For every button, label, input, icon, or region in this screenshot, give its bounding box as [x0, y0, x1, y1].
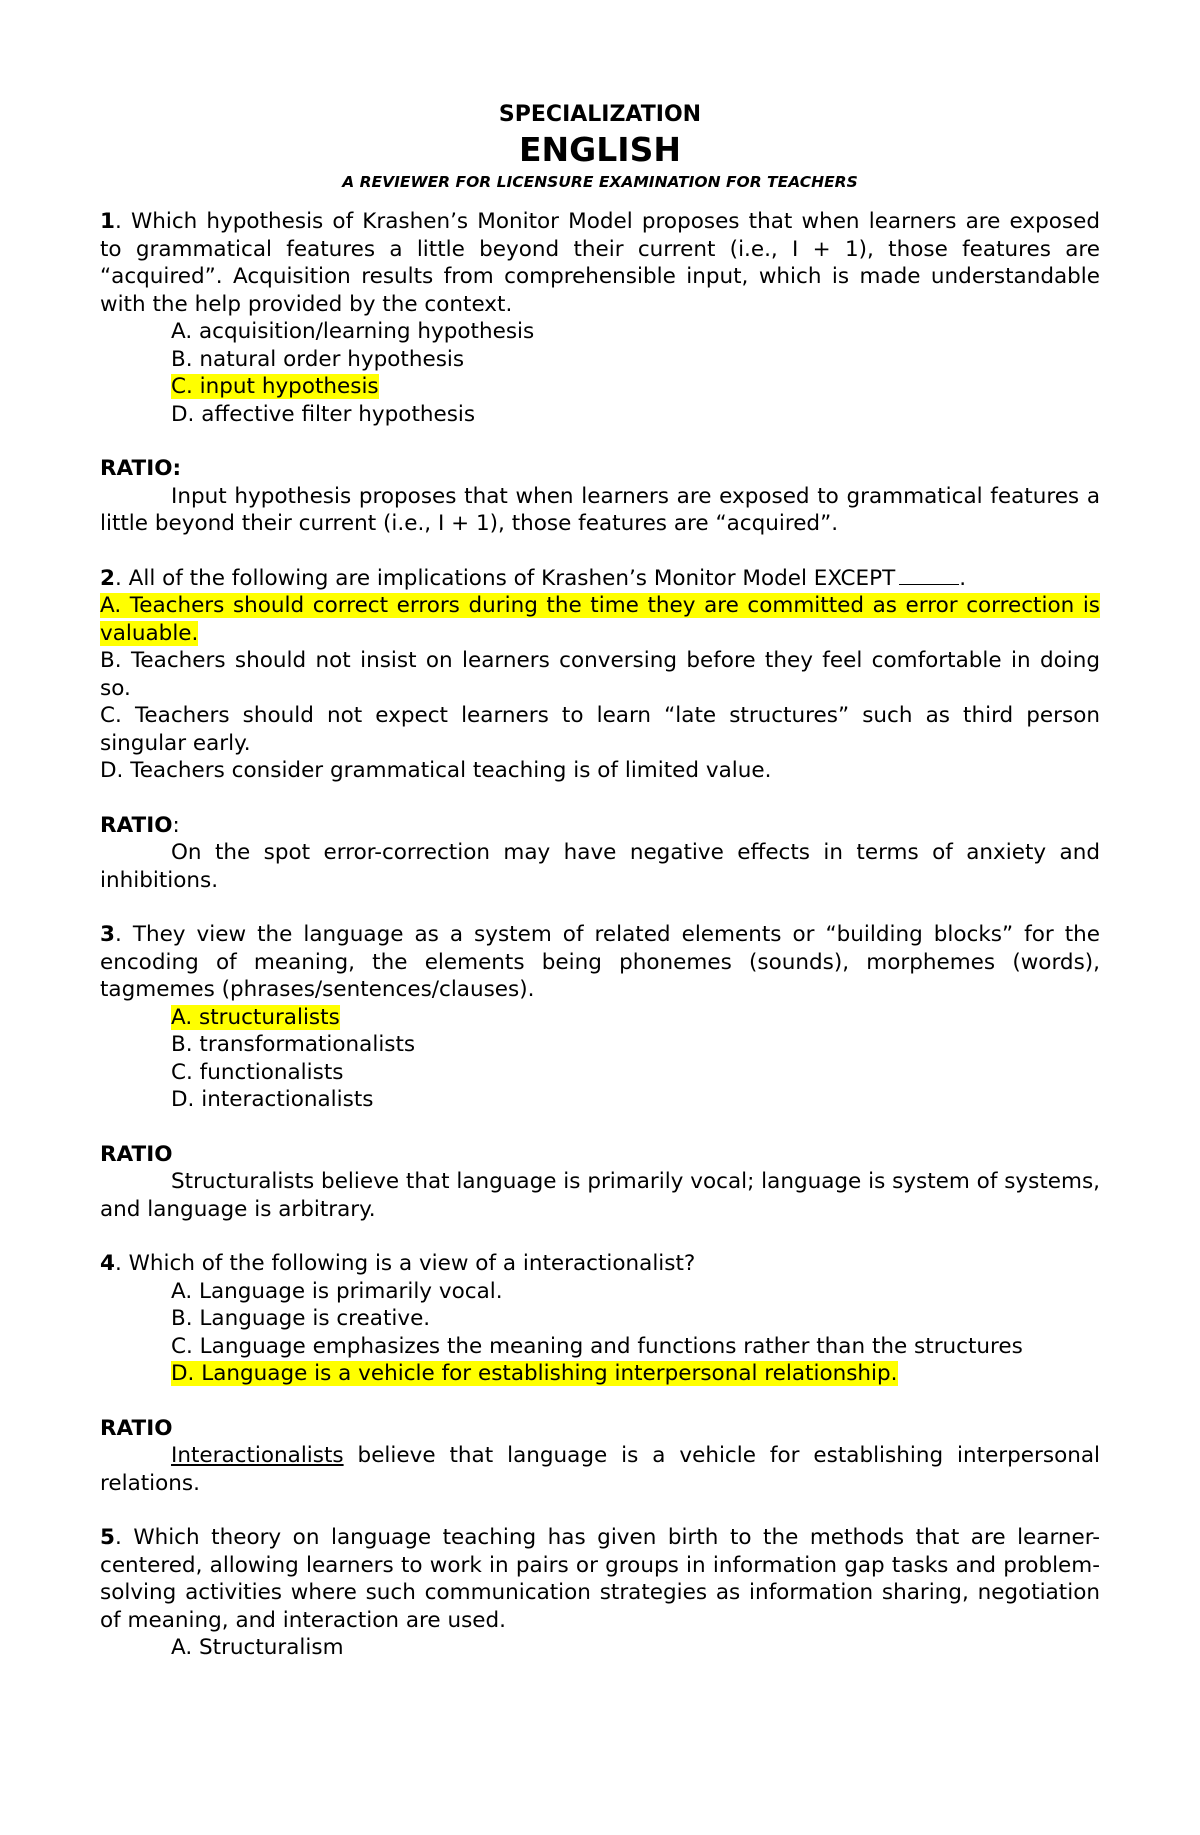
question-number: 5 [100, 1525, 115, 1550]
question-text: . All of the following are implications of Krashen’s Monitor Model EXCEPT [114, 565, 896, 591]
ratio-label: RATIO [100, 1415, 173, 1441]
question-number: 4 [100, 1251, 115, 1276]
option-c: C. Language emphasizes the meaning and functions rather than the structures [171, 1333, 1023, 1359]
option-b: B. Teachers should not insist on learners conversing before they feel comfortable in doing so. [100, 648, 1100, 701]
question-2: 2. All of the following are implications of Krashen’s Monitor Model EXCEPT . [100, 565, 967, 591]
option-d: D. interactionalists [171, 1087, 374, 1112]
highlighted-answer: A. Teachers should correct errors during the time they are committed as error correction is valuable. [100, 593, 1100, 646]
question-text: . Which hypothesis of Krashen’s Monitor Model proposes that when learners are exposed to grammatical features a little beyond their current (i.e., I + 1), those features are “acquired”. Acquisition results from comprehensible input, which is made understandable with the help provided by the context. [100, 209, 1100, 317]
question-number: 3 [100, 922, 115, 947]
page-subtitle: A REVIEWER FOR LICENSURE EXAMINATION FOR TEACHERS [342, 173, 858, 191]
option-b: B. Language is creative. [171, 1306, 431, 1331]
ratio-text: Structuralists believe that language is primarily vocal; language is system of systems, and language is arbitrary. [100, 1169, 1100, 1222]
question-number: 1 [100, 209, 115, 234]
question-text: . Which theory on language teaching has given birth to the methods that are learner-centered, allowing learners to work in pairs or groups in information gap tasks and problem-solving activities where such communication strategies as information sharing, negotiation of meaning, and interaction are used. [100, 1525, 1100, 1633]
underlined-term: Interactionalists [171, 1443, 344, 1468]
option-a: A. Language is primarily vocal. [171, 1278, 503, 1304]
option-a: A. Structuralism [171, 1635, 344, 1660]
option-a-answer [100, 592, 1100, 647]
ratio-text: On the spot error-correction may have negative effects in terms of anxiety and inhibitions. [100, 840, 1100, 893]
option-b: B. transformationalists [171, 1032, 416, 1057]
option-d: D. Teachers consider grammatical teaching is of limited value. [100, 758, 772, 783]
highlighted-answer: A. structuralists [171, 1004, 340, 1030]
question-text: . Which of the following is a view of a interactionalist? [114, 1251, 696, 1276]
option-b: B. natural order hypothesis [171, 346, 465, 372]
highlighted-answer: D. Language is a vehicle for establishing interpersonal relationship. [171, 1361, 898, 1386]
option-a-answer [171, 1004, 1100, 1032]
page-title: ENGLISH [519, 130, 681, 169]
ratio-label: RATIO [100, 1141, 173, 1167]
option-c: C. functionalists [171, 1059, 344, 1085]
subject-heading: SPECIALIZATION [498, 102, 702, 127]
question-3 [100, 921, 1100, 1004]
highlighted-answer: C. input hypothesis [171, 374, 379, 399]
option-d-answer [171, 1360, 1100, 1388]
option-d: D. affective filter hypothesis [171, 401, 476, 427]
option-a: A. acquisition/learning hypothesis [171, 319, 535, 344]
answer-blank [899, 583, 959, 585]
document-page [100, 100, 1100, 1662]
question-4 [100, 1250, 1100, 1278]
ratio-label: RATIO: [100, 812, 180, 838]
question-text: . They view the language as a system of related elements or “building blocks” for the encoding of meaning, the elements being phonemes (sounds), morphemes (words), tagmemes (phrases/sentences/clauses). [100, 922, 1100, 1002]
option-c: C. Teachers should not expect learners to learn “late structures” such as third person singular early. [100, 703, 1100, 756]
ratio-text: Input hypothesis proposes that when learners are exposed to grammatical features a little beyond their current (i.e., I + 1), those features are “acquired”. [100, 483, 1100, 536]
question-number: 2 [100, 565, 115, 591]
question-5 [100, 1524, 1100, 1634]
question-1 [100, 208, 1100, 318]
ratio-text: Interactionalists believe that language is a vehicle for establishing interpersonal relations. [100, 1443, 1100, 1496]
ratio-label: RATIO: [100, 456, 182, 481]
option-c-answer [171, 373, 1100, 401]
